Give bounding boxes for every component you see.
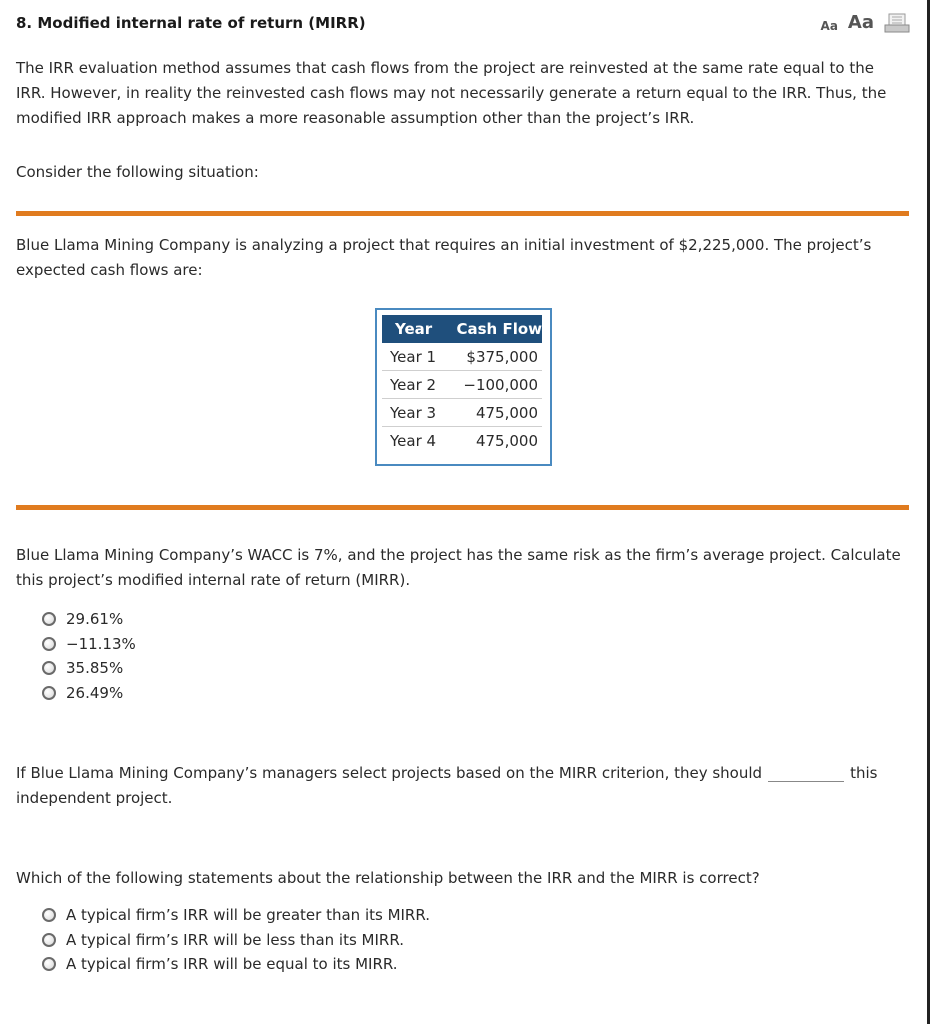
mirr-option[interactable] — [42, 681, 136, 706]
option-label: A typical firm’s IRR will be less than its MIRR. — [66, 930, 404, 949]
option-label: 35.85% — [66, 659, 124, 678]
radio-button[interactable] — [42, 933, 56, 947]
radio-button[interactable] — [42, 957, 56, 971]
table-header-row — [382, 315, 542, 343]
relationship-option[interactable] — [42, 928, 430, 953]
table-row — [382, 343, 542, 371]
consider-text: Consider the following situation: — [16, 163, 259, 181]
intro-paragraph: The IRR evaluation method assumes that cash flows from the project are reinvested at the same rate equal to the IRR. However, in reality the reinvested cash flows may not necessarily generate a return equal to the IRR. Thus, the modified IRR approach makes a more reasonable assumption other than the project’s IRR. — [16, 59, 887, 127]
row-value: $375,000 — [444, 343, 542, 371]
mirr-option[interactable] — [42, 632, 136, 657]
row-year: Year 3 — [382, 399, 444, 427]
scenario-text: Blue Llama Mining Company is analyzing a project that requires an initial investment of $2,225,000. The project’s expected cash flows are: — [16, 236, 872, 279]
font-size-large-button[interactable]: Aa — [847, 12, 874, 33]
row-year: Year 4 — [390, 431, 437, 450]
radio-button[interactable] — [42, 661, 56, 675]
decision-text-end: independent project. — [16, 789, 173, 807]
relationship-prompt: Which of the following statements about the relationship between the IRR and the MIRR is correct? — [16, 869, 760, 887]
option-label: 29.61% — [66, 610, 124, 629]
relationship-options — [42, 903, 430, 977]
header-year: Year — [382, 315, 444, 343]
question-title: 8. Modified internal rate of return (MIRR) — [16, 14, 366, 32]
mirr-options — [42, 607, 136, 705]
cash-flow-table — [375, 308, 552, 466]
font-size-small-button[interactable]: Aa — [820, 19, 838, 33]
row-year: Year 1 — [382, 343, 444, 371]
row-year: Year 2 — [382, 371, 444, 399]
print-icon[interactable] — [884, 13, 910, 33]
font-size-toolbar — [821, 12, 910, 33]
radio-button[interactable] — [42, 686, 56, 700]
mirr-option[interactable] — [42, 656, 136, 681]
table-row — [382, 399, 542, 427]
header-cash-flow: Cash Flow — [444, 315, 542, 343]
option-label: A typical firm’s IRR will be equal to its MIRR. — [66, 955, 398, 974]
row-value: 475,000 — [444, 399, 542, 427]
table-row — [382, 371, 542, 399]
decision-prompt — [16, 761, 906, 811]
mirr-option[interactable] — [42, 607, 136, 632]
relationship-option[interactable] — [42, 903, 430, 928]
option-label: 26.49% — [66, 683, 124, 702]
relationship-option[interactable] — [42, 952, 430, 977]
divider-top — [16, 211, 909, 216]
decision-text-after: this — [850, 764, 878, 782]
row-value: −100,000 — [444, 371, 542, 399]
radio-button[interactable] — [42, 637, 56, 651]
row-value: 475,000 — [475, 431, 538, 450]
option-label: A typical firm’s IRR will be greater than its MIRR. — [66, 906, 431, 925]
radio-button[interactable] — [42, 612, 56, 626]
radio-button[interactable] — [42, 908, 56, 922]
decision-text-before: If Blue Llama Mining Company’s managers select projects based on the MIRR criterion, they should — [16, 764, 763, 782]
option-label: −11.13% — [66, 634, 136, 653]
mirr-prompt: Blue Llama Mining Company’s WACC is 7%, and the project has the same risk as the firm’s average project. Calculate this project’s modified internal rate of return (MIRR). — [16, 546, 901, 589]
table-row — [382, 427, 542, 455]
decision-dropdown[interactable] — [768, 781, 844, 782]
divider-bottom — [16, 505, 909, 510]
